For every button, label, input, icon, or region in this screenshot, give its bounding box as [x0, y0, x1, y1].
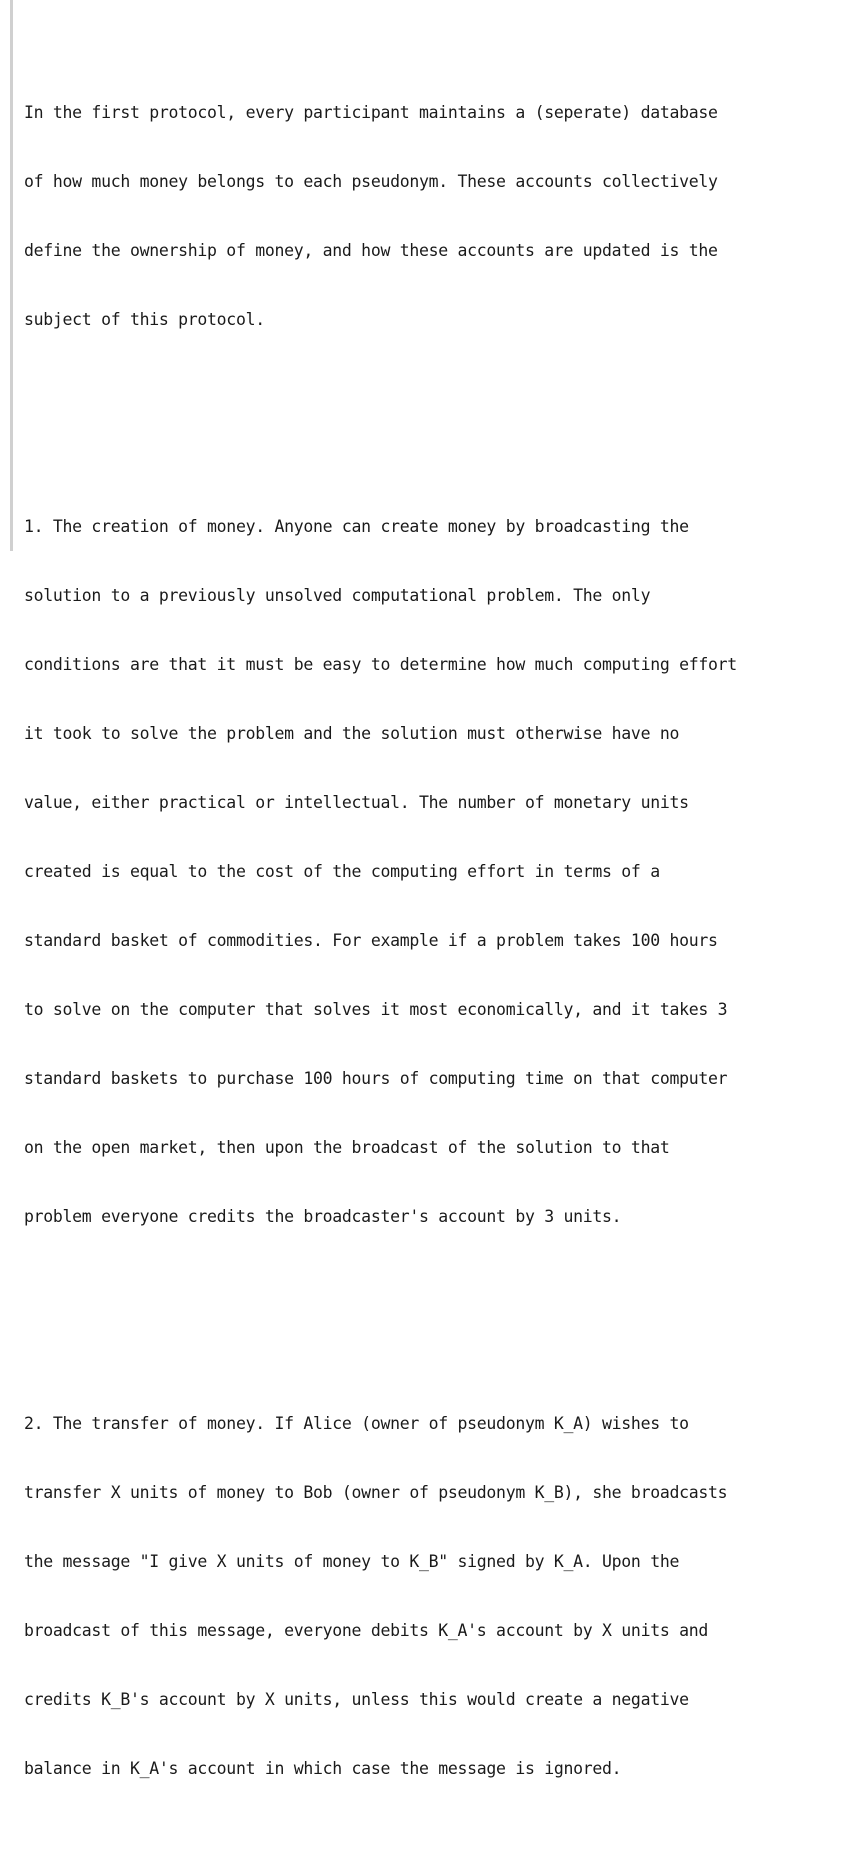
paragraph-creation-of-money: [24, 469, 854, 1274]
text-line: on the open market, then upon the broadcast of the solution to that: [24, 1138, 670, 1157]
text-line: it took to solve the problem and the solution must otherwise have no: [24, 724, 680, 743]
text-line: balance in K_A's account in which case the message is ignored.: [24, 1759, 622, 1778]
left-border-rule: [10, 0, 13, 551]
text-line: standard baskets to purchase 100 hours of computing time on that computer: [24, 1069, 728, 1088]
text-line: of how much money belongs to each pseudonym. These accounts collectively: [24, 172, 718, 191]
text-line: In the first protocol, every participant maintains a (seperate) database: [24, 103, 718, 122]
text-line: solution to a previously unsolved computational problem. The only: [24, 586, 651, 605]
text-line: transfer X units of money to Bob (owner of pseudonym K_B), she broadcasts: [24, 1483, 728, 1502]
text-line: 2. The transfer of money. If Alice (owner of pseudonym K_A) wishes to: [24, 1414, 689, 1433]
text-line: 1. The creation of money. Anyone can create money by broadcasting the: [24, 517, 689, 536]
text-line: credits K_B's account by X units, unless this would create a negative: [24, 1690, 689, 1709]
text-line: conditions are that it must be easy to determine how much computing effort: [24, 655, 737, 674]
text-line: problem everyone credits the broadcaster's account by 3 units.: [24, 1207, 622, 1226]
text-line: standard basket of commodities. For example if a problem takes 100 hours: [24, 931, 718, 950]
text-line: broadcast of this message, everyone debits K_A's account by X units and: [24, 1621, 709, 1640]
text-line: subject of this protocol.: [24, 310, 265, 329]
text-line: value, either practical or intellectual. The number of monetary units: [24, 793, 689, 812]
text-line: created is equal to the cost of the computing effort in terms of a: [24, 862, 660, 881]
text-line: define the ownership of money, and how these accounts are updated is the: [24, 241, 718, 260]
paragraph-intro: [24, 55, 854, 377]
paragraph-transfer-of-money: [24, 1366, 854, 1826]
document-text: [24, 9, 854, 1872]
text-line: to solve on the computer that solves it most economically, and it takes 3: [24, 1000, 728, 1019]
text-line: the message "I give X units of money to K_B" signed by K_A. Upon the: [24, 1552, 680, 1571]
